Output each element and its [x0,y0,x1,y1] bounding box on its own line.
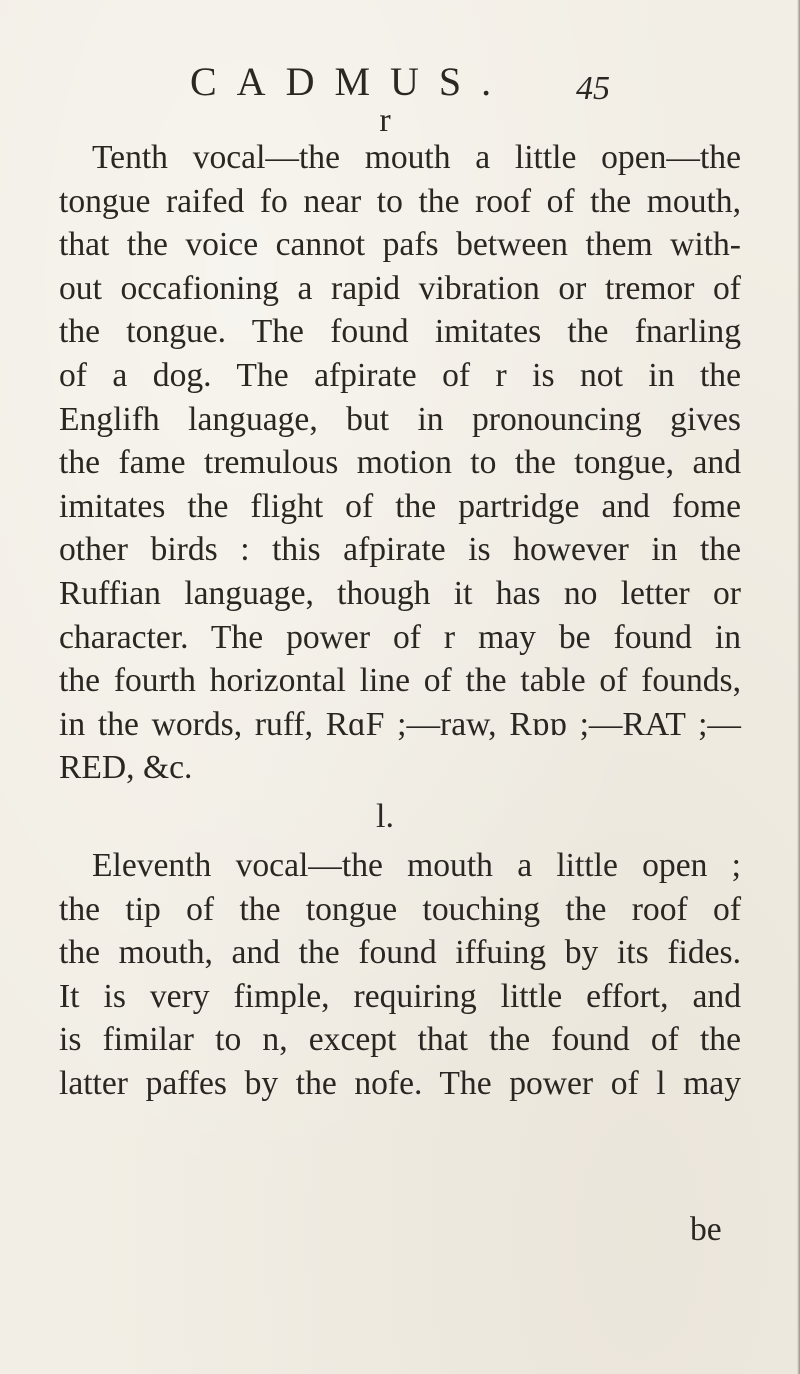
paragraph-l [59,844,741,1106]
text-line: in the words, ruff, RɑF ;—raw, Rɒɒ ;—RAT ;— [59,705,741,743]
section-heading-r: r [379,102,391,139]
text-line: Englifh language, but in pronouncing gives [59,400,741,438]
text-line: Tenth vocal—the mouth a little open—the [92,139,741,176]
text-line: tongue raifed fo near to the roof of the mouth, [59,182,741,220]
text-line: the tongue. The found imitates the fnarling [59,313,741,351]
text-line: the tip of the tongue touching the roof of [59,890,741,928]
running-title: CADMUS. [190,59,512,104]
text-line: latter paffes by the nofe. The power of l may [59,1064,741,1102]
text-line: that the voice cannot pafs between them with- [59,226,741,264]
paragraph-r [59,136,741,790]
text-line: character. The power of r may be found in [59,618,741,656]
text-line: Ruffian language, though it has no letter or [59,574,741,612]
text-line: the fame tremulous motion to the tongue, and [59,444,741,482]
text-line: other birds : this afpirate is however in the [59,531,741,569]
text-line: the mouth, and the found iffuing by its fides. [59,934,741,972]
text-line: out occafioning a rapid vibration or tremor of [59,269,741,307]
catchword: be [690,1211,722,1248]
text-line: Eleventh vocal—the mouth a little open ; [92,847,741,884]
text-line: of a dog. The afpirate of r is not in the [59,356,741,394]
text-line: RED, &c. [59,749,193,787]
page-number: 45 [576,70,610,107]
text-line: the fourth horizontal line of the table of founds, [59,662,741,700]
text-line: imitates the flight of the partridge and fome [59,487,741,525]
section-heading-l: l. [376,798,394,835]
text-line: is fimilar to n, except that the found of the [59,1021,741,1059]
text-line: It is very fimple, requiring little effort, and [59,977,741,1015]
